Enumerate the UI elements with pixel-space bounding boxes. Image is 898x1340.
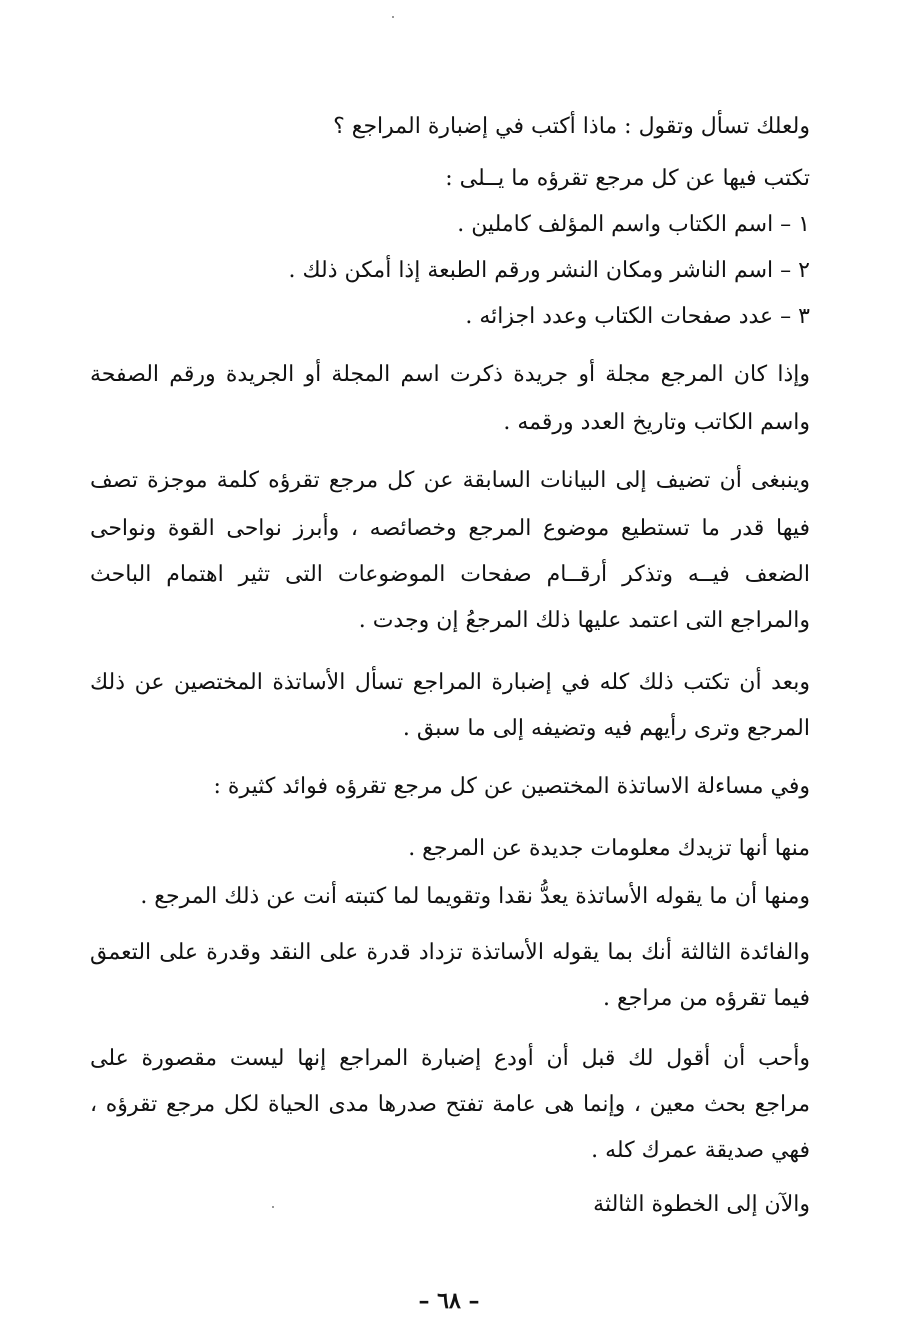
next-step-line: والآن إلى الخطوة الثالثة bbox=[593, 1192, 810, 1217]
paragraph-line: ومنها أن ما يقوله الأساتذة يعدُّ نقدا وتقويما لما كتبته أنت عن ذلك المرجع . bbox=[140, 884, 810, 909]
list-item-1: ١ – اسم الكتاب واسم المؤلف كاملين . bbox=[457, 212, 810, 237]
paragraph-line: والفائدة الثالثة أنك بما يقوله الأساتذة تزداد قدرة على النقد وقدرة على التعمق bbox=[90, 940, 810, 965]
paragraph-line: فيما تقرؤه من مراجع . bbox=[603, 986, 810, 1011]
text-line-intro: تكتب فيها عن كل مرجع تقرؤه ما يــلى : bbox=[445, 166, 810, 191]
paragraph-line: واسم الكاتب وتاريخ العدد ورقمه . bbox=[503, 410, 810, 435]
list-item-2: ٢ – اسم الناشر ومكان النشر ورقم الطبعة إذا أمكن ذلك . bbox=[288, 258, 810, 283]
paragraph-line: مراجع بحث معين ، وإنما هى عامة تفتح صدرها مدى الحياة لكل مرجع تقرؤه ، bbox=[90, 1092, 810, 1117]
paragraph-line: الضعف فيــه وتذكر أرقــام صفحات الموضوعات التى تثير اهتمام الباحث bbox=[90, 562, 810, 587]
paragraph-line: فهي صديقة عمرك كله . bbox=[591, 1138, 810, 1163]
paragraph-line: منها أنها تزيدك معلومات جديدة عن المرجع . bbox=[408, 836, 810, 861]
paragraph-line: والمراجع التى اعتمد عليها ذلك المرجعُ إن وجدت . bbox=[358, 608, 810, 633]
paragraph-line: المرجع وترى رأيهم فيه وتضيفه إلى ما سبق . bbox=[402, 716, 810, 741]
paragraph-line: وينبغى أن تضيف إلى البيانات السابقة عن كل مرجع تقرؤه كلمة موجزة تصف bbox=[90, 468, 810, 493]
paragraph-line: وفي مساءلة الاساتذة المختصين عن كل مرجع تقرؤه فوائد كثيرة : bbox=[213, 774, 810, 799]
scan-speck bbox=[392, 16, 394, 18]
paragraph-line: فيها قدر ما تستطيع موضوع المرجع وخصائصه ، وأبرز نواحى القوة ونواحى bbox=[90, 516, 810, 541]
paragraph-line: وأحب أن أقول لك قبل أن أودع إضبارة المراجع إنها ليست مقصورة على bbox=[90, 1046, 810, 1071]
paragraph-line: وإذا كان المرجع مجلة أو جريدة ذكرت اسم المجلة أو الجريدة ورقم الصفحة bbox=[90, 362, 810, 387]
list-item-3: ٣ – عدد صفحات الكتاب وعدد اجزائه . bbox=[465, 304, 810, 329]
page-number: – ٦٨ – bbox=[418, 1288, 480, 1314]
paragraph-line: وبعد أن تكتب ذلك كله في إضبارة المراجع تسأل الأساتذة المختصين عن ذلك bbox=[90, 670, 810, 695]
text-line-question: ولعلك تسأل وتقول : ماذا أكتب في إضبارة المراجع ؟ bbox=[333, 114, 810, 139]
scan-speck bbox=[272, 1206, 274, 1208]
